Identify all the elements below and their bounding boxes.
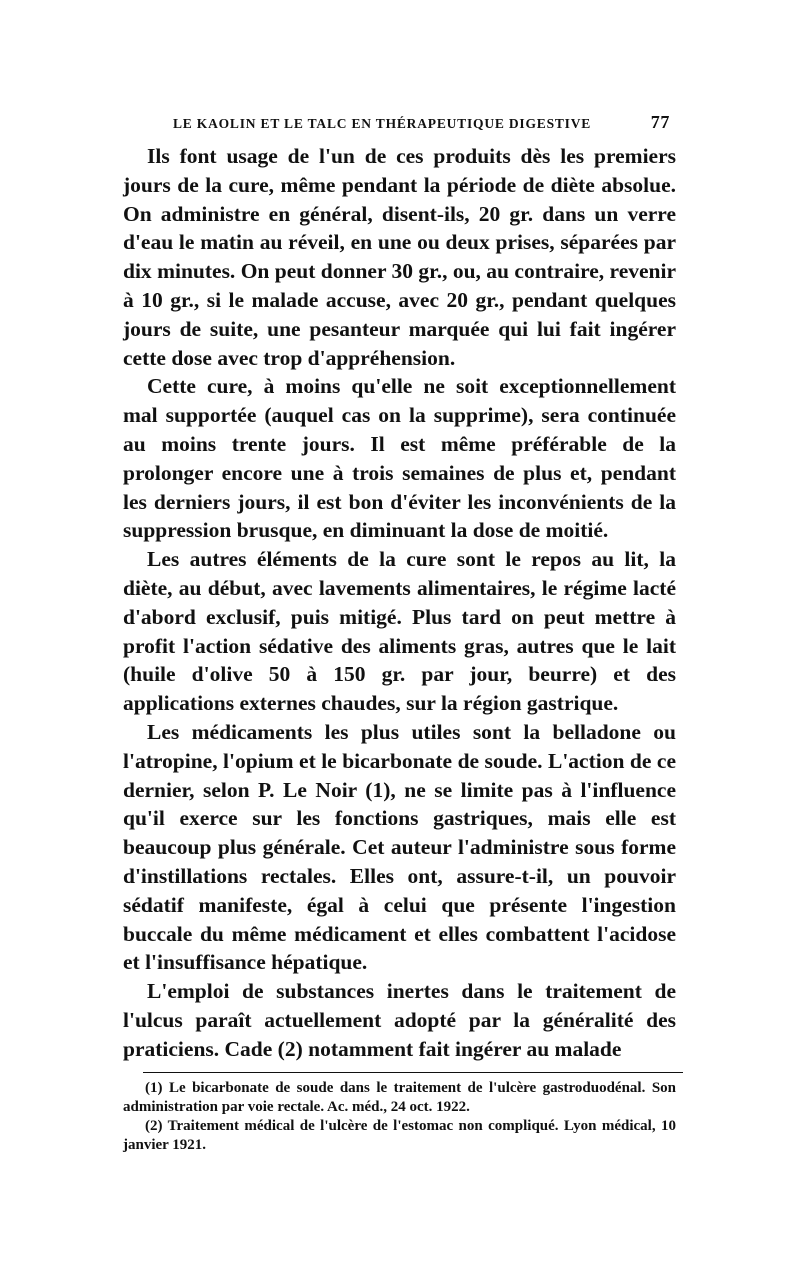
footnotes bbox=[123, 1079, 676, 1155]
footnote: (1) Le bicarbonate de soude dans le traitement de l'ulcère gastroduodénal. Son administration par voie rectale. Ac. méd., 24 oct. 1922. bbox=[123, 1079, 676, 1115]
main-text bbox=[123, 142, 676, 1064]
paragraph: L'emploi de substances inertes dans le traitement de l'ulcus paraît actuellement adopté par la généralité des praticiens. Cade (2) notamment fait ingérer au malade bbox=[123, 979, 676, 1061]
running-title: LE KAOLIN ET LE TALC EN THÉRAPEUTIQUE DIGESTIVE bbox=[173, 116, 592, 131]
footnote-divider bbox=[143, 1072, 683, 1073]
footnote: (2) Traitement médical de l'ulcère de l'estomac non compliqué. Lyon médical, 10 janvier 1921. bbox=[123, 1117, 676, 1153]
running-header bbox=[173, 112, 670, 142]
paragraph: Les autres éléments de la cure sont le repos au lit, la diète, au début, avec lavements alimentaires, le régime lacté d'abord exclusif, puis mitigé. Plus tard on peut mettre à profit l'action sédative des aliments gras, autres que le lait (huile d'olive 50 à 150 gr. par jour, beurre) et des applications externes chaudes, sur la région gastrique. bbox=[123, 547, 676, 716]
paragraph: Les médicaments les plus utiles sont la belladone ou l'atropine, l'opium et le bicarbonate de soude. L'action de ce dernier, selon P. Le Noir (1), ne se limite pas à l'influence qu'il exerce sur les fonctions gastriques, mais elle est beaucoup plus générale. Cet auteur l'administre sous forme d'instillations rectales. Elles ont, assure-t-il, un pouvoir sédatif manifeste, égal à celui que présente l'ingestion buccale du même médicament et elles combattent l'acidose et l'insuffisance hépatique. bbox=[123, 719, 676, 975]
paragraph: Cette cure, à moins qu'elle ne soit exceptionnellement mal supportée (auquel cas on la supprime), sera continuée au moins trente jours. Il est même préférable de la prolonger encore une à trois semaines de plus et, pendant les derniers jours, il est bon d'éviter les inconvénients de la suppression brusque, en diminuant la dose de moitié. bbox=[123, 374, 676, 543]
book-page bbox=[123, 112, 676, 1155]
page-number: 77 bbox=[650, 112, 670, 132]
paragraph: Ils font usage de l'un de ces produits dès les premiers jours de la cure, même pendant la période de diète absolue. On administre en général, disent-ils, 20 gr. dans un verre d'eau le matin au réveil, en une ou deux prises, séparées par dix minutes. On peut donner 30 gr., ou, au contraire, revenir à 10 gr., si le malade accuse, avec 20 gr., pendant quelques jours de suite, une pesanteur marquée qui lui fait ingérer cette dose avec trop d'appréhension. bbox=[123, 144, 676, 370]
